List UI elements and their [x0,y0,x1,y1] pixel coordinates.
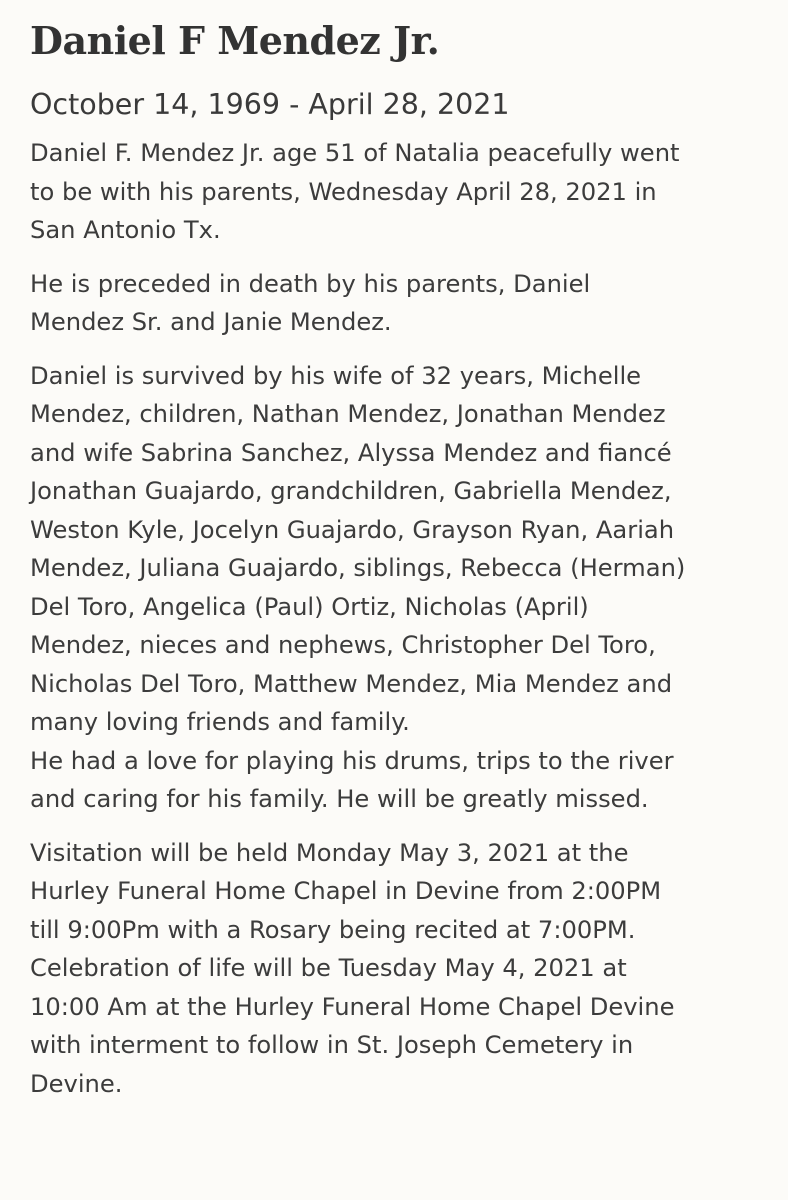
life-dates: October 14, 1969 - April 28, 2021 [30,88,510,121]
interests-paragraph: He had a love for playing his drums, trips to the river and caring for his family. He will be greatly missed. [30,746,674,813]
services-paragraph: Visitation will be held Monday May 3, 2021 at the Hurley Funeral Home Chapel in Devine from 2:00PM till 9:00Pm with a Rosary being recited at 7:00PM. Celebration of life will be Tuesday May 4, 2021 at 10:00 Am at the Hurley Funeral Home Chapel Devine with interment to follow in St. Joseph Cemetery in Devine. [30,838,675,1098]
preceded-paragraph: He is preceded in death by his parents, Daniel Mendez Sr. and Janie Mendez. [30,269,591,336]
survived-by-paragraph: Daniel is survived by his wife of 32 years, Michelle Mendez, children, Nathan Mendez, Jonathan Mendez and wife Sabrina Sanchez, Alyssa Mendez and fiancé Jonathan Guajardo, grandchildren, Gabriella Mendez, Weston Kyle, Jocelyn Guajardo, Grayson Ryan, Aariah Mendez, Juliana Guajardo, siblings, Rebecca (Herman) Del Toro, Angelica (Paul) Ortiz, Nicholas (April) Mendez, nieces and nephews, Christopher Del Toro, Nicholas Del Toro, Matthew Mendez, Mia Mendez and many loving friends and family. [30,361,686,736]
passing-paragraph: Daniel F. Mendez Jr. age 51 of Natalia peacefully went to be with his parents, Wednesday April 28, 2021 in San Antonio Tx. [30,139,680,244]
obituary-name-heading: Daniel F Mendez Jr. [30,18,440,63]
